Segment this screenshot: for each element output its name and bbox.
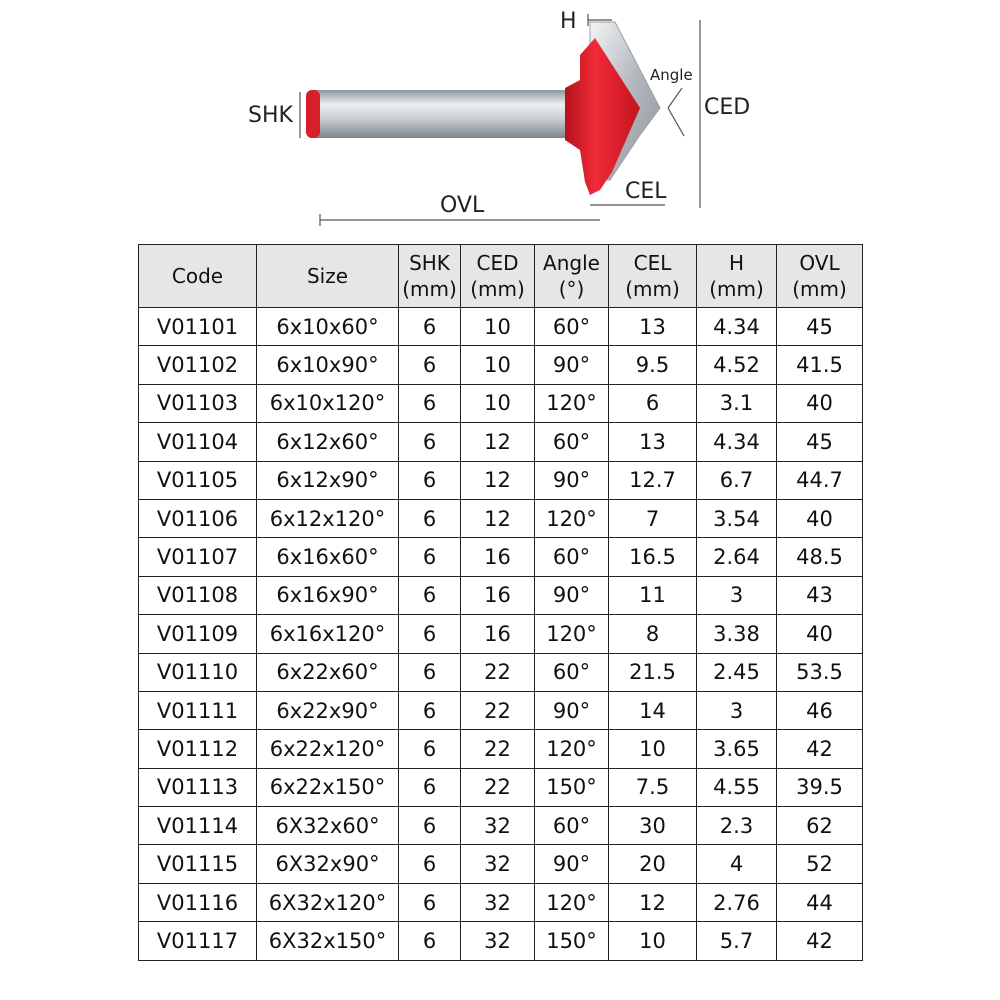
table-row — [139, 922, 863, 960]
angle-label: Angle — [650, 66, 693, 84]
cell-ovl: 52 — [777, 845, 863, 883]
ced-dimension — [700, 20, 750, 208]
cell-ovl: 45 — [777, 423, 863, 461]
cell-h: 6.7 — [697, 461, 777, 499]
cell-h: 3 — [697, 691, 777, 729]
cell-cel: 13 — [609, 423, 697, 461]
cell-shk: 6 — [399, 384, 461, 422]
cell-ovl: 44 — [777, 883, 863, 921]
cell-code: V01114 — [139, 807, 257, 845]
cell-shk: 6 — [399, 883, 461, 921]
cell-cel: 7.5 — [609, 768, 697, 806]
cell-ovl: 53.5 — [777, 653, 863, 691]
cell-cel: 6 — [609, 384, 697, 422]
specification-table — [138, 244, 863, 961]
router-bit-diagram — [0, 0, 1000, 235]
cell-angle: 120° — [535, 615, 609, 653]
cell-shk: 6 — [399, 807, 461, 845]
table-row — [139, 499, 863, 537]
ovl-dimension — [320, 193, 600, 226]
cell-ced: 22 — [461, 768, 535, 806]
table-row — [139, 653, 863, 691]
cell-code: V01102 — [139, 346, 257, 384]
cell-code: V01112 — [139, 730, 257, 768]
cell-size: 6X32x90° — [257, 845, 399, 883]
cell-size: 6x10x90° — [257, 346, 399, 384]
cell-ovl: 39.5 — [777, 768, 863, 806]
table-body — [139, 308, 863, 961]
cell-ovl: 44.7 — [777, 461, 863, 499]
cell-h: 3.1 — [697, 384, 777, 422]
cell-ovl: 40 — [777, 384, 863, 422]
cell-h: 2.76 — [697, 883, 777, 921]
cell-code: V01108 — [139, 576, 257, 614]
cell-size: 6x10x60° — [257, 308, 399, 346]
cell-ced: 32 — [461, 883, 535, 921]
cell-ovl: 48.5 — [777, 538, 863, 576]
cell-shk: 6 — [399, 730, 461, 768]
cell-shk: 6 — [399, 308, 461, 346]
cell-ced: 22 — [461, 653, 535, 691]
header-ced: CED (mm) — [461, 245, 535, 308]
cell-size: 6x16x120° — [257, 615, 399, 653]
table-row — [139, 538, 863, 576]
table-row — [139, 883, 863, 921]
cell-ovl: 42 — [777, 922, 863, 960]
cell-h: 5.7 — [697, 922, 777, 960]
cell-size: 6x12x60° — [257, 423, 399, 461]
cell-angle: 150° — [535, 922, 609, 960]
cell-shk: 6 — [399, 691, 461, 729]
cell-cel: 7 — [609, 499, 697, 537]
cell-h: 4.55 — [697, 768, 777, 806]
cell-h: 3.38 — [697, 615, 777, 653]
cell-code: V01101 — [139, 308, 257, 346]
header-angle: Angle (°) — [535, 245, 609, 308]
table-row — [139, 807, 863, 845]
cell-ced: 16 — [461, 576, 535, 614]
cell-cel: 9.5 — [609, 346, 697, 384]
cell-h: 4.34 — [697, 423, 777, 461]
cell-ced: 10 — [461, 346, 535, 384]
cell-code: V01111 — [139, 691, 257, 729]
cell-shk: 6 — [399, 576, 461, 614]
table-header-row — [139, 245, 863, 308]
cell-ced: 16 — [461, 538, 535, 576]
cell-code: V01104 — [139, 423, 257, 461]
header-h: H (mm) — [697, 245, 777, 308]
table-row — [139, 346, 863, 384]
cell-size: 6X32x120° — [257, 883, 399, 921]
cell-ced: 12 — [461, 423, 535, 461]
cell-angle: 120° — [535, 499, 609, 537]
cell-ced: 12 — [461, 499, 535, 537]
table-row — [139, 576, 863, 614]
cell-cel: 21.5 — [609, 653, 697, 691]
cell-angle: 90° — [535, 346, 609, 384]
cell-cel: 10 — [609, 730, 697, 768]
cell-size: 6x16x60° — [257, 538, 399, 576]
cell-h: 3.65 — [697, 730, 777, 768]
cell-angle: 120° — [535, 730, 609, 768]
cell-cel: 13 — [609, 308, 697, 346]
cell-cel: 12 — [609, 883, 697, 921]
table-row — [139, 384, 863, 422]
header-code: Code — [139, 245, 257, 308]
cell-code: V01107 — [139, 538, 257, 576]
cell-shk: 6 — [399, 346, 461, 384]
cell-shk: 6 — [399, 653, 461, 691]
cell-code: V01103 — [139, 384, 257, 422]
cell-code: V01116 — [139, 883, 257, 921]
table-row — [139, 615, 863, 653]
cell-shk: 6 — [399, 538, 461, 576]
cell-ovl: 46 — [777, 691, 863, 729]
cell-size: 6x12x90° — [257, 461, 399, 499]
cell-h: 2.64 — [697, 538, 777, 576]
cell-shk: 6 — [399, 423, 461, 461]
cell-ced: 32 — [461, 845, 535, 883]
cell-h: 4.52 — [697, 346, 777, 384]
cell-ovl: 62 — [777, 807, 863, 845]
header-shk: SHK (mm) — [399, 245, 461, 308]
cell-shk: 6 — [399, 768, 461, 806]
cell-cel: 14 — [609, 691, 697, 729]
cell-angle: 90° — [535, 691, 609, 729]
table-row — [139, 768, 863, 806]
cell-h: 2.3 — [697, 807, 777, 845]
cell-cel: 30 — [609, 807, 697, 845]
cell-cel: 20 — [609, 845, 697, 883]
cell-code: V01115 — [139, 845, 257, 883]
table-row — [139, 845, 863, 883]
cell-size: 6x22x60° — [257, 653, 399, 691]
cell-ced: 16 — [461, 615, 535, 653]
cell-code: V01105 — [139, 461, 257, 499]
header-ovl: OVL (mm) — [777, 245, 863, 308]
cell-angle: 60° — [535, 308, 609, 346]
cell-angle: 60° — [535, 807, 609, 845]
table-row — [139, 423, 863, 461]
cell-angle: 60° — [535, 653, 609, 691]
cell-cel: 11 — [609, 576, 697, 614]
cell-cel: 8 — [609, 615, 697, 653]
cell-size: 6x12x120° — [257, 499, 399, 537]
table-row — [139, 461, 863, 499]
cell-code: V01117 — [139, 922, 257, 960]
cel-label: CEL — [625, 179, 667, 204]
cell-shk: 6 — [399, 499, 461, 537]
cell-ovl: 40 — [777, 499, 863, 537]
header-cel: CEL (mm) — [609, 245, 697, 308]
shk-label: SHK — [248, 103, 293, 128]
cell-ced: 32 — [461, 807, 535, 845]
cell-angle: 90° — [535, 461, 609, 499]
cell-angle: 120° — [535, 384, 609, 422]
cell-shk: 6 — [399, 845, 461, 883]
cell-ced: 22 — [461, 730, 535, 768]
cell-shk: 6 — [399, 615, 461, 653]
cell-ovl: 40 — [777, 615, 863, 653]
cell-ovl: 42 — [777, 730, 863, 768]
cell-angle: 60° — [535, 423, 609, 461]
h-label: H — [560, 9, 577, 34]
cell-angle: 90° — [535, 845, 609, 883]
cell-h: 2.45 — [697, 653, 777, 691]
cell-size: 6x22x150° — [257, 768, 399, 806]
shank — [306, 90, 570, 138]
cell-ced: 10 — [461, 384, 535, 422]
cell-size: 6x10x120° — [257, 384, 399, 422]
cell-cel: 10 — [609, 922, 697, 960]
cell-shk: 6 — [399, 922, 461, 960]
table-row — [139, 308, 863, 346]
cell-ovl: 43 — [777, 576, 863, 614]
cell-cel: 12.7 — [609, 461, 697, 499]
cell-cel: 16.5 — [609, 538, 697, 576]
cell-angle: 90° — [535, 576, 609, 614]
cell-code: V01113 — [139, 768, 257, 806]
cell-angle: 120° — [535, 883, 609, 921]
cell-code: V01109 — [139, 615, 257, 653]
cell-h: 4 — [697, 845, 777, 883]
ced-label: CED — [704, 95, 751, 120]
cell-size: 6x22x90° — [257, 691, 399, 729]
cell-ced: 32 — [461, 922, 535, 960]
cell-size: 6X32x150° — [257, 922, 399, 960]
cell-ced: 22 — [461, 691, 535, 729]
cell-code: V01106 — [139, 499, 257, 537]
table-row — [139, 730, 863, 768]
cell-size: 6X32x60° — [257, 807, 399, 845]
cell-size: 6x22x120° — [257, 730, 399, 768]
cell-ced: 12 — [461, 461, 535, 499]
cell-shk: 6 — [399, 461, 461, 499]
cell-angle: 60° — [535, 538, 609, 576]
cell-h: 3 — [697, 576, 777, 614]
cell-ovl: 45 — [777, 308, 863, 346]
cell-code: V01110 — [139, 653, 257, 691]
cell-ced: 10 — [461, 308, 535, 346]
ovl-label: OVL — [440, 193, 485, 218]
header-size: Size — [257, 245, 399, 308]
shk-dimension — [248, 92, 300, 138]
cell-h: 3.54 — [697, 499, 777, 537]
cell-h: 4.34 — [697, 308, 777, 346]
cell-size: 6x16x90° — [257, 576, 399, 614]
cell-angle: 150° — [535, 768, 609, 806]
cell-ovl: 41.5 — [777, 346, 863, 384]
table-row — [139, 691, 863, 729]
